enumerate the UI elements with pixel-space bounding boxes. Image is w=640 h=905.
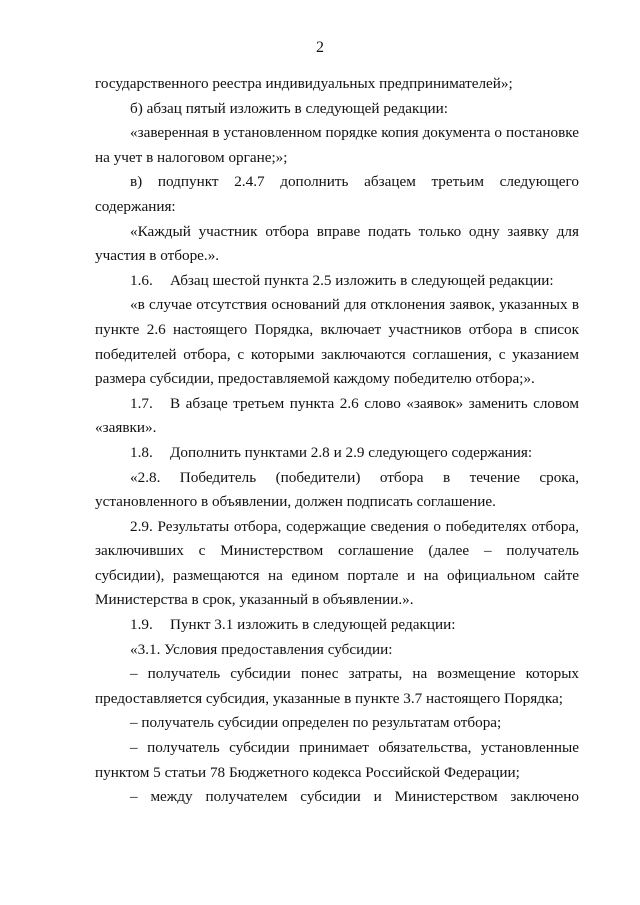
paragraph-no-rejection-grounds: «в случае отсутствия оснований для отклонения заявок, указанных в пункте 2.6 настоящего Порядка, включает участников отбора в список победителей отбора, с которыми заключаются соглашения, с указанием размера субсидии, предоставляемой каждому победителю отбора;».	[95, 296, 579, 388]
paragraph-condition-selection: – получатель субсидии определен по результатам отбора;	[130, 714, 502, 732]
paragraph-point-3-1: «3.1. Условия предоставления субсидии:	[130, 640, 393, 658]
paragraph-certified-copy: «заверенная в установленном порядке копия документа о постановке на учет в налоговом органе;»;	[95, 124, 579, 166]
paragraph-condition-agreement: – между получателем субсидии и Министерством заключено	[130, 788, 579, 806]
clause-text: Пункт 3.1 изложить в следующей редакции:	[170, 616, 456, 634]
document-body	[95, 72, 579, 810]
paragraph-registry-end: государственного реестра индивидуальных предпринимателей»;	[95, 75, 513, 92]
paragraph-clause-1-9	[95, 613, 579, 638]
clause-text: Дополнить пунктами 2.8 и 2.9 следующего содержания:	[170, 443, 533, 461]
page-number: 2	[316, 39, 324, 56]
paragraph-point-2-8: «2.8. Победитель (победители) отбора в течение срока, установленного в объявлении, должен подписать соглашение.	[95, 468, 579, 511]
paragraph-clause-1-7	[95, 392, 579, 441]
paragraph-condition-obligations: – получатель субсидии принимает обязательства, установленные пунктом 5 статьи 78 Бюджетного кодекса Российской Федерации;	[95, 739, 579, 781]
clause-text: В абзаце третьем пункта 2.6 слово «заявок» заменить словом «заявки».	[95, 394, 579, 437]
paragraph-clause-1-6	[95, 269, 579, 294]
paragraph-condition-costs: – получатель субсидии понес затраты, на возмещение которых предоставляется субсидия, указанные в пункте 3.7 настоящего Порядка;	[95, 665, 579, 707]
paragraph-point-2-9: 2.9. Результаты отбора, содержащие сведения о победителях отбора, заключивших с Министерством соглашение (далее – получатель субсидии), размещаются на едином портале и на официальном сайте Министерства в срок, указанный в объявлении.».	[95, 517, 579, 609]
clause-number: 1.9.	[130, 616, 153, 634]
clause-number: 1.6.	[130, 271, 153, 289]
paragraph-item-v: в) подпункт 2.4.7 дополнить абзацем третьим следующего содержания:	[95, 173, 579, 215]
clause-number: 1.8.	[130, 443, 153, 461]
clause-text: Абзац шестой пункта 2.5 изложить в следующей редакции:	[170, 271, 554, 289]
paragraph-one-application: «Каждый участник отбора вправе подать только одну заявку для участия в отборе.».	[95, 222, 579, 265]
paragraph-item-b: б) абзац пятый изложить в следующей редакции:	[130, 99, 448, 117]
clause-number: 1.7.	[130, 394, 153, 412]
paragraph-clause-1-8	[95, 441, 579, 466]
